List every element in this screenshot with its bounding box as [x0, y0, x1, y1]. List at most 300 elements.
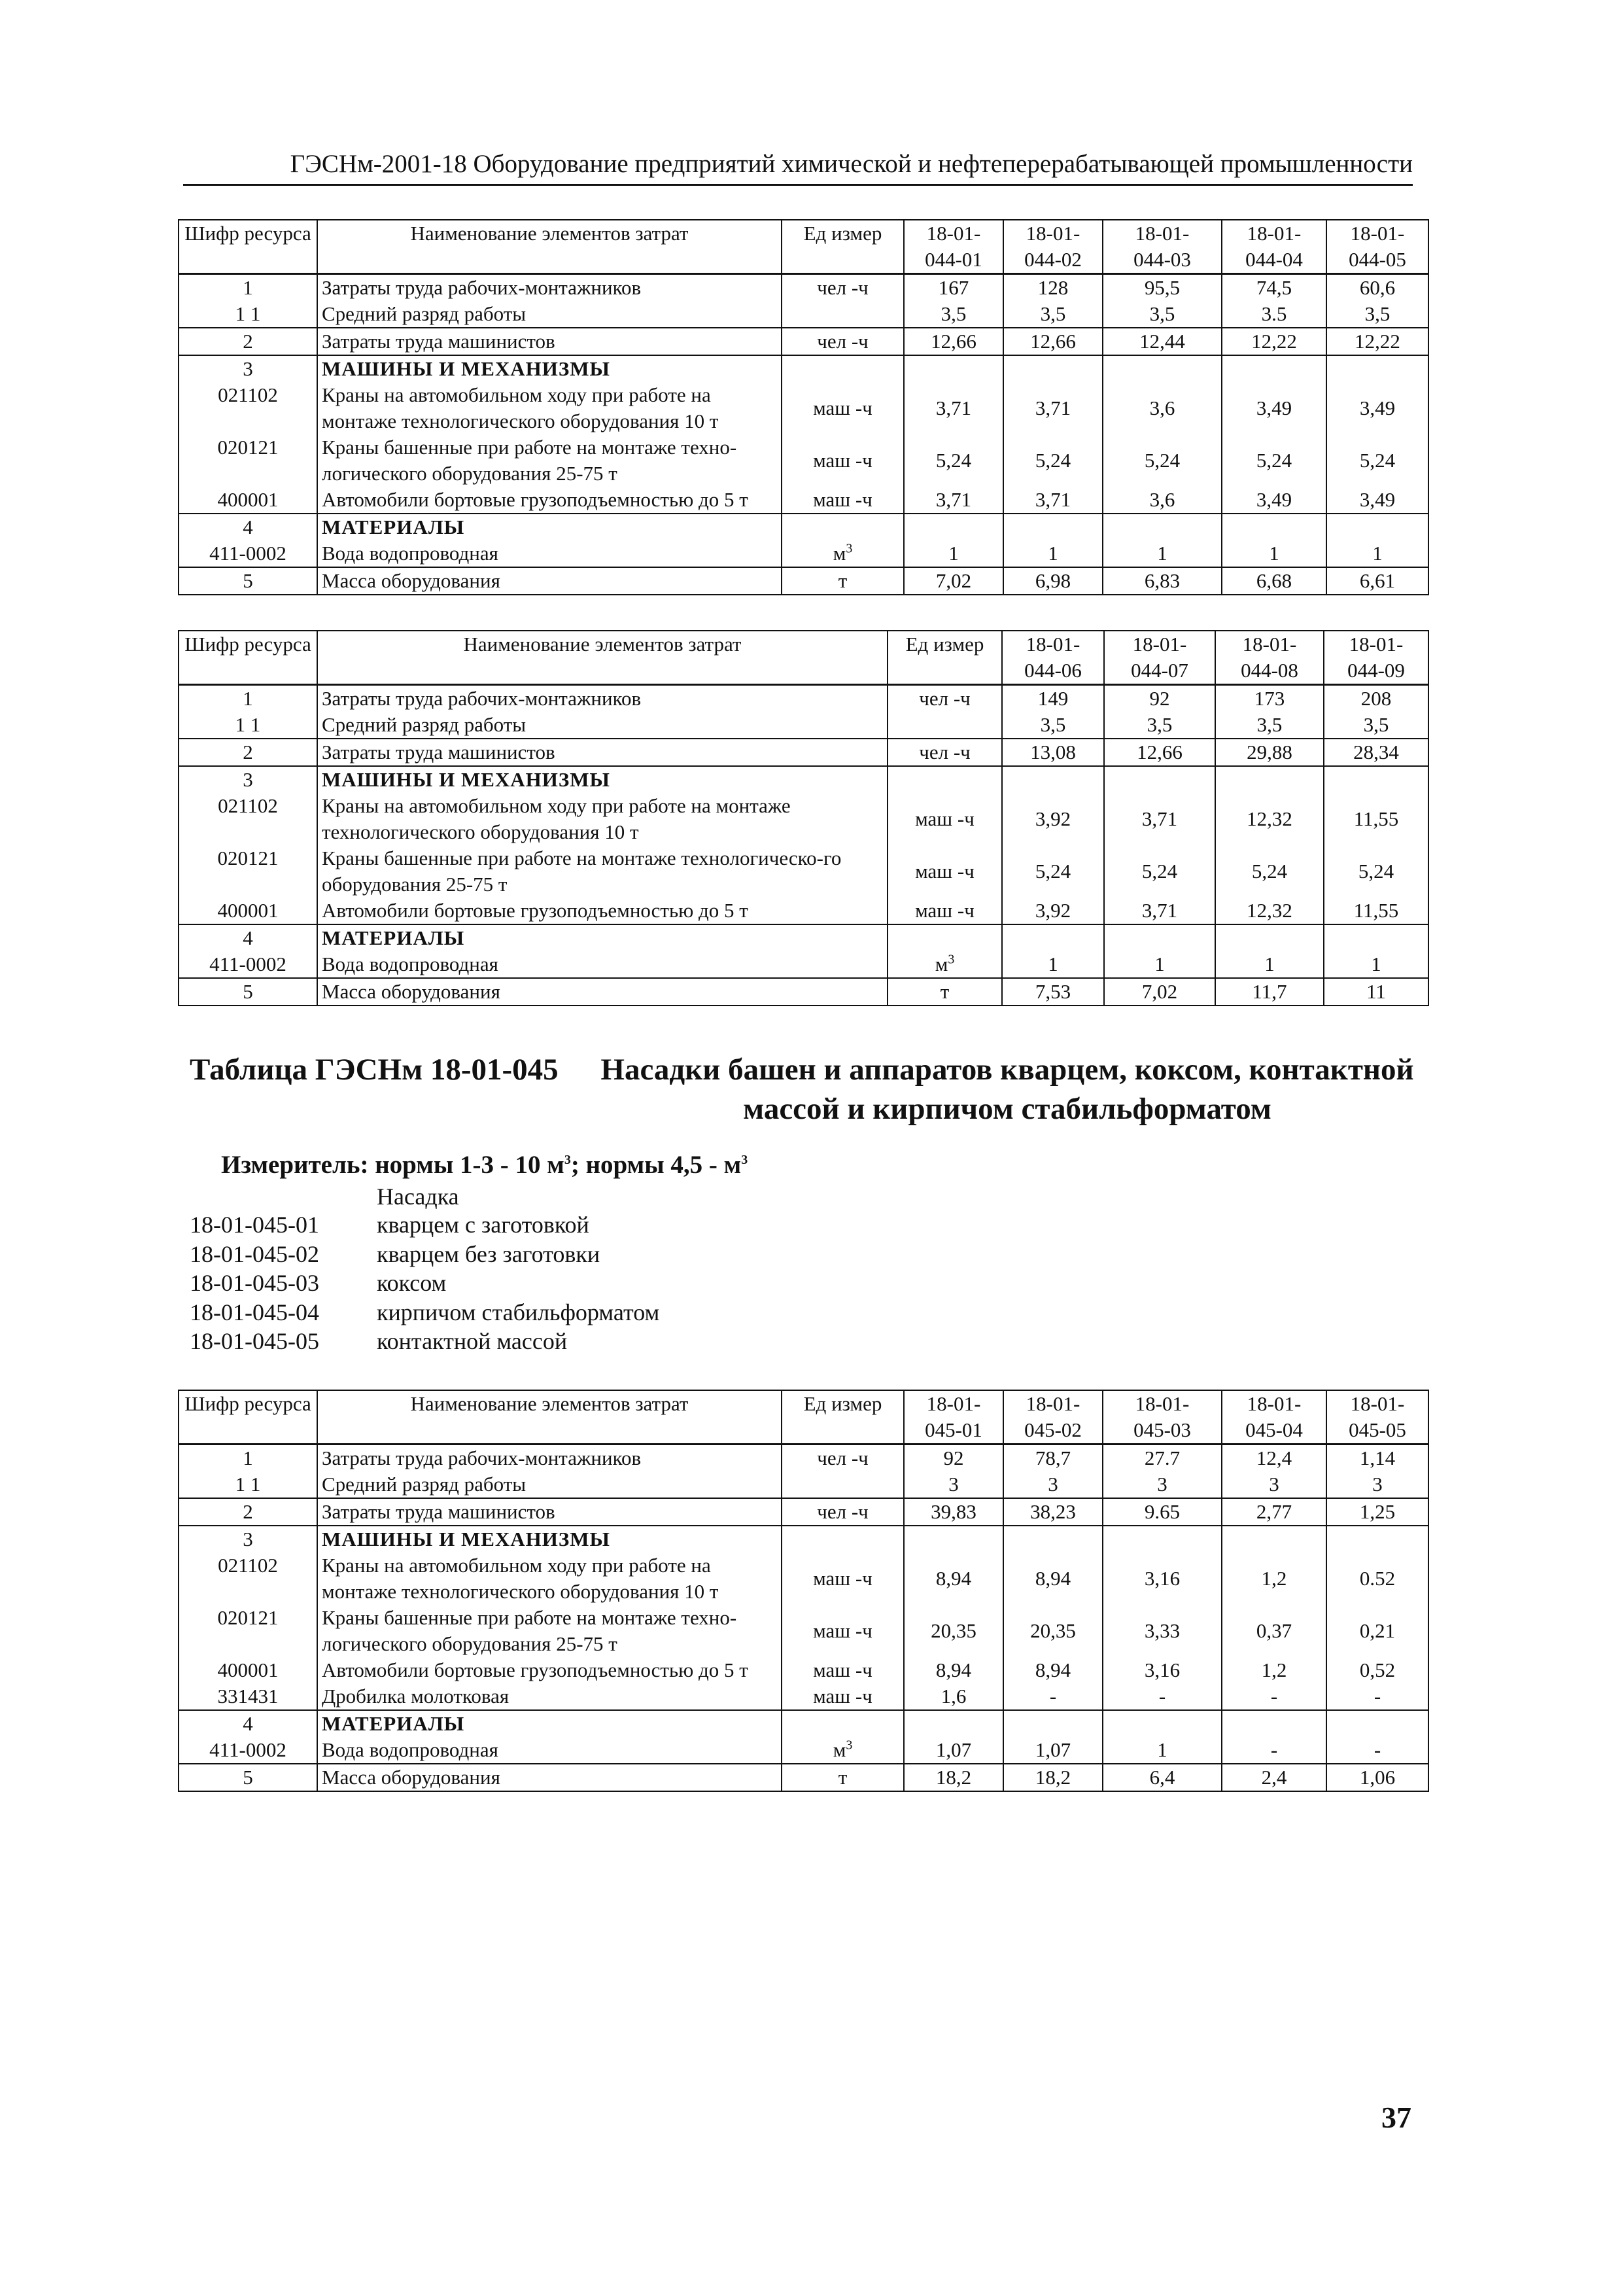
resource-name: Краны башенные при работе на монтаже техно-логического оборудования 25-75 т [317, 434, 782, 487]
resource-code: 3 [179, 355, 317, 382]
resource-name: Средний разряд работы [317, 712, 888, 739]
resource-code: 1 [179, 274, 317, 302]
norm-label: коксом [377, 1270, 447, 1296]
column-header: Шифр ресурса [179, 220, 317, 274]
unit-text: м [935, 953, 948, 975]
norm-value: 3,49 [1222, 382, 1326, 434]
resource-unit [888, 766, 1002, 793]
table-row [179, 355, 1428, 382]
norm-list-item [190, 1210, 659, 1240]
norm-value: - [1222, 1737, 1326, 1764]
norm-value: 12,66 [904, 328, 1003, 355]
norm-value [1003, 355, 1103, 382]
resource-code: 020121 [179, 1605, 317, 1657]
column-header: 18-01- 045-04 [1222, 1390, 1326, 1445]
unit-text: маш -ч [915, 899, 975, 922]
table-row [179, 1657, 1428, 1683]
norm-value: 38,23 [1003, 1498, 1103, 1526]
unit-text: маш -ч [813, 396, 872, 419]
column-header: 18-01- 044-07 [1104, 631, 1215, 685]
norm-value: 3,5 [1215, 712, 1324, 739]
norm-value: 3 [1326, 1471, 1428, 1498]
table-row [179, 567, 1428, 595]
norm-value: 1 [1104, 951, 1215, 978]
norm-value: 7,02 [904, 567, 1003, 595]
norm-value: 78,7 [1003, 1445, 1103, 1472]
resource-name: Средний разряд работы [317, 1471, 782, 1498]
resource-name: Масса оборудования [317, 978, 888, 1006]
resource-name: Затраты труда машинистов [317, 739, 888, 766]
table-row [179, 382, 1428, 434]
resource-unit [888, 712, 1002, 739]
norm-value [1104, 924, 1215, 951]
unit-text: м [833, 1738, 846, 1761]
norm-value: 29,88 [1215, 739, 1324, 766]
norm-value: 3,71 [1003, 487, 1103, 514]
column-header: 18-01- 044-04 [1222, 220, 1326, 274]
norm-value: 0,21 [1326, 1605, 1428, 1657]
norm-value [1103, 514, 1222, 540]
norm-value [1103, 1526, 1222, 1552]
norm-value [1003, 1526, 1103, 1552]
resource-name: Вода водопроводная [317, 1737, 782, 1764]
unit-text: чел -ч [817, 330, 869, 353]
norm-value: 1,14 [1326, 1445, 1428, 1472]
resource-code: 020121 [179, 845, 317, 898]
resource-code: 5 [179, 978, 317, 1006]
norm-value: 1,6 [904, 1683, 1003, 1710]
resource-name: Краны башенные при работе на монтаже технологическо-го оборудования 25-75 т [317, 845, 888, 898]
norm-value: 5,24 [1003, 434, 1103, 487]
meter-prefix: Измеритель: нормы 1-3 - 10 м [221, 1151, 564, 1179]
column-header: Наименование элементов затрат [317, 220, 782, 274]
unit-text: т [838, 1766, 848, 1789]
norm-value: 2,4 [1222, 1764, 1326, 1791]
table-row [179, 274, 1428, 302]
resource-table-045 [178, 1390, 1429, 1792]
norm-value [1215, 766, 1324, 793]
resource-code: 4 [179, 1710, 317, 1737]
resource-name: Средний разряд работы [317, 301, 782, 328]
column-header: Шифр ресурса [179, 1390, 317, 1445]
table-title-text: Насадки башен и аппаратов кварцем, коксом, контактной массой и кирпичом стабильформатом [600, 1053, 1414, 1126]
resource-name: Затраты труда рабочих-монтажников [317, 274, 782, 302]
norm-value: 3,5 [904, 301, 1003, 328]
norm-value: 1,25 [1326, 1498, 1428, 1526]
resource-unit [782, 355, 904, 382]
norm-value [1324, 924, 1428, 951]
table-title [190, 1050, 1432, 1129]
norm-value: 12,66 [1104, 739, 1215, 766]
norm-value [1003, 514, 1103, 540]
norm-value: 7,53 [1002, 978, 1104, 1006]
unit-text: маш -ч [813, 1658, 872, 1681]
resource-code: 331431 [179, 1683, 317, 1710]
resource-code: 1 1 [179, 301, 317, 328]
norm-value: 12,22 [1326, 328, 1428, 355]
norm-value: 3 [1222, 1471, 1326, 1498]
norm-value: 3,5 [1324, 712, 1428, 739]
resource-unit [782, 1445, 904, 1472]
norm-value: 3,5 [1104, 712, 1215, 739]
meter-exponent-1: 3 [564, 1153, 571, 1167]
resource-code: 2 [179, 328, 317, 355]
resource-unit [782, 514, 904, 540]
resource-name: Вода водопроводная [317, 951, 888, 978]
norm-value: 128 [1003, 274, 1103, 302]
norm-value: 3,16 [1103, 1657, 1222, 1683]
norm-value: 5,24 [1002, 845, 1104, 898]
unit-text: маш -ч [813, 1567, 872, 1590]
resource-code: 1 [179, 1445, 317, 1472]
norm-value [1104, 766, 1215, 793]
unit-text: маш -ч [915, 860, 975, 883]
resource-unit [888, 739, 1002, 766]
norm-value [1002, 924, 1104, 951]
column-header: 18-01- 044-06 [1002, 631, 1104, 685]
unit-text: чел -ч [919, 741, 971, 763]
resource-name: Затраты труда рабочих-монтажников [317, 1445, 782, 1472]
resource-name: Краны на автомобильном ходу при работе на монтаже технологического оборудования 10 т [317, 382, 782, 434]
norm-value: 3,16 [1103, 1552, 1222, 1605]
resource-code: 400001 [179, 1657, 317, 1683]
norm-list-item [190, 1327, 659, 1356]
table-row [179, 514, 1428, 540]
norm-value [1326, 355, 1428, 382]
norm-value: 5,24 [1104, 845, 1215, 898]
norm-value [1222, 355, 1326, 382]
resource-code: 1 1 [179, 1471, 317, 1498]
resource-unit [782, 1683, 904, 1710]
unit-text: маш -ч [813, 488, 872, 511]
unit-text: чел -ч [817, 1446, 869, 1469]
norm-list-item [190, 1269, 659, 1298]
unit-exponent: 3 [948, 952, 955, 967]
norm-value: 1 [1215, 951, 1324, 978]
resource-name: Вода водопроводная [317, 540, 782, 567]
norm-value: 74,5 [1222, 274, 1326, 302]
resource-code: 411-0002 [179, 1737, 317, 1764]
group-label: Насадка [377, 1183, 459, 1210]
unit-text: маш -ч [813, 449, 872, 472]
norm-value: 6,4 [1103, 1764, 1222, 1791]
resource-name: Краны на автомобильном ходу при работе на монтаже технологического оборудования 10 т [317, 793, 888, 845]
norm-value: 8,94 [1003, 1552, 1103, 1605]
table-header-row [179, 631, 1428, 685]
page-number: 37 [1381, 2101, 1411, 2134]
norm-value: 5,24 [1103, 434, 1222, 487]
norm-code: 18-01-045-05 [190, 1328, 319, 1354]
resource-code: 400001 [179, 898, 317, 924]
resource-name: Масса оборудования [317, 1764, 782, 1791]
column-header: 18-01- 044-09 [1324, 631, 1428, 685]
resource-unit [782, 567, 904, 595]
table-row [179, 487, 1428, 514]
table-row [179, 1683, 1428, 1710]
norm-value: 11,7 [1215, 978, 1324, 1006]
norm-value: 1,2 [1222, 1552, 1326, 1605]
resource-name: МАШИНЫ И МЕХАНИЗМЫ [317, 766, 888, 793]
table-row [179, 1526, 1428, 1552]
norm-value: 3,33 [1103, 1605, 1222, 1657]
resource-unit [782, 328, 904, 355]
norm-value: 92 [1104, 685, 1215, 712]
resource-unit [782, 1471, 904, 1498]
norm-value [1326, 1710, 1428, 1737]
resource-code: 3 [179, 1526, 317, 1552]
resource-name: МАТЕРИАЛЫ [317, 514, 782, 540]
norm-value: 3,5 [1326, 301, 1428, 328]
resource-unit [782, 301, 904, 328]
table-row [179, 845, 1428, 898]
norm-value: 3,71 [904, 487, 1003, 514]
resource-unit [782, 382, 904, 434]
norm-value: 12,44 [1103, 328, 1222, 355]
unit-text: т [940, 980, 950, 1003]
resource-unit [782, 1764, 904, 1791]
norm-value: 2,77 [1222, 1498, 1326, 1526]
column-header: 18-01- 044-01 [904, 220, 1003, 274]
norm-value: 5,24 [1222, 434, 1326, 487]
norm-value: 0,52 [1326, 1657, 1428, 1683]
resource-unit [782, 434, 904, 487]
norm-value: 5,24 [1326, 434, 1428, 487]
norm-list [190, 1210, 659, 1356]
norm-value [1103, 1710, 1222, 1737]
norm-value [904, 1710, 1003, 1737]
table-row [179, 951, 1428, 978]
column-header: 18-01- 045-02 [1003, 1390, 1103, 1445]
norm-value: 12,66 [1003, 328, 1103, 355]
norm-value [1222, 514, 1326, 540]
norm-list-item [190, 1240, 659, 1269]
norm-value [1002, 766, 1104, 793]
table-row [179, 924, 1428, 951]
norm-value [1326, 1526, 1428, 1552]
norm-value: 6,68 [1222, 567, 1326, 595]
unit-text: т [838, 569, 848, 592]
unit-exponent: 3 [846, 1738, 853, 1753]
norm-value: 0.52 [1326, 1552, 1428, 1605]
norm-value: 3,92 [1002, 898, 1104, 924]
table-row [179, 712, 1428, 739]
resource-name: МАШИНЫ И МЕХАНИЗМЫ [317, 355, 782, 382]
column-header: Наименование элементов затрат [317, 631, 888, 685]
resource-unit [782, 1498, 904, 1526]
norm-value: 8,94 [904, 1657, 1003, 1683]
resource-table-044-06-09 [178, 630, 1429, 1006]
resource-name: МАШИНЫ И МЕХАНИЗМЫ [317, 1526, 782, 1552]
norm-value: 60,6 [1326, 274, 1428, 302]
table-row [179, 1737, 1428, 1764]
resource-name: Затраты труда машинистов [317, 1498, 782, 1526]
resource-unit [888, 978, 1002, 1006]
column-header: 18-01- 044-03 [1103, 220, 1222, 274]
norm-value [904, 514, 1003, 540]
norm-value: 3,5 [1002, 712, 1104, 739]
norm-label: кирпичом стабильформатом [377, 1299, 660, 1325]
resource-unit [782, 1737, 904, 1764]
unit-text: чел -ч [817, 276, 869, 299]
resource-code: 5 [179, 567, 317, 595]
norm-value: 92 [904, 1445, 1003, 1472]
norm-value: 1,2 [1222, 1657, 1326, 1683]
norm-value: 12,4 [1222, 1445, 1326, 1472]
table-row [179, 766, 1428, 793]
norm-value: 11 [1324, 978, 1428, 1006]
table-row [179, 1552, 1428, 1605]
unit-text: чел -ч [919, 687, 971, 710]
resource-code: 1 1 [179, 712, 317, 739]
norm-label: контактной массой [377, 1328, 568, 1354]
norm-value: 3,71 [1003, 382, 1103, 434]
norm-value: 1 [1003, 540, 1103, 567]
resource-unit [782, 1605, 904, 1657]
resource-code: 1 [179, 685, 317, 712]
unit-text: маш -ч [915, 807, 975, 830]
resource-unit [888, 924, 1002, 951]
norm-value [1326, 514, 1428, 540]
norm-value: 1 [1326, 540, 1428, 567]
resource-unit [888, 793, 1002, 845]
resource-code: 2 [179, 1498, 317, 1526]
norm-list-item [190, 1298, 659, 1327]
resource-code: 411-0002 [179, 951, 317, 978]
norm-value: 167 [904, 274, 1003, 302]
resource-code: 411-0002 [179, 540, 317, 567]
column-header: 18-01- 044-05 [1326, 220, 1428, 274]
table-row [179, 301, 1428, 328]
norm-value: 1 [1222, 540, 1326, 567]
table-row [179, 793, 1428, 845]
resource-name: Краны на автомобильном ходу при работе на монтаже технологического оборудования 10 т [317, 1552, 782, 1605]
norm-value: 18,2 [904, 1764, 1003, 1791]
norm-value: 6,83 [1103, 567, 1222, 595]
resource-name: МАТЕРИАЛЫ [317, 924, 888, 951]
norm-value: 3 [904, 1471, 1003, 1498]
norm-value: 3,49 [1326, 487, 1428, 514]
norm-value: 39,83 [904, 1498, 1003, 1526]
norm-value: 5,24 [904, 434, 1003, 487]
norm-label: кварцем без заготовки [377, 1240, 600, 1267]
norm-value: 27.7 [1103, 1445, 1222, 1472]
column-header: 18-01- 044-08 [1215, 631, 1324, 685]
table-row [179, 1498, 1428, 1526]
norm-value: 173 [1215, 685, 1324, 712]
column-header: Шифр ресурса [179, 631, 317, 685]
norm-value: 3,71 [904, 382, 1003, 434]
resource-name: Затраты труда машинистов [317, 328, 782, 355]
resource-code: 021102 [179, 382, 317, 434]
resource-code: 4 [179, 514, 317, 540]
resource-name: Автомобили бортовые грузоподъемностью до 5 т [317, 1657, 782, 1683]
norm-value: 1,06 [1326, 1764, 1428, 1791]
norm-code: 18-01-045-02 [190, 1240, 319, 1267]
norm-value [1003, 1710, 1103, 1737]
resource-name: Дробилка молотковая [317, 1683, 782, 1710]
resource-unit [782, 274, 904, 302]
column-header: 18-01- 044-02 [1003, 220, 1103, 274]
resource-name: Затраты труда рабочих-монтажников [317, 685, 888, 712]
norm-value: 6,98 [1003, 567, 1103, 595]
norm-value: 3,5 [1003, 301, 1103, 328]
norm-value: 3,49 [1326, 382, 1428, 434]
resource-name: Масса оборудования [317, 567, 782, 595]
norm-value: 8,94 [1003, 1657, 1103, 1683]
table-header-row [179, 1390, 1428, 1445]
resource-unit [782, 1710, 904, 1737]
norm-code: 18-01-045-01 [190, 1212, 319, 1238]
table-row [179, 898, 1428, 924]
column-header: 18-01- 045-01 [904, 1390, 1003, 1445]
resource-name: МАТЕРИАЛЫ [317, 1710, 782, 1737]
norm-value: 1 [1324, 951, 1428, 978]
norm-value: 3,6 [1103, 382, 1222, 434]
norm-value [904, 355, 1003, 382]
table-row [179, 685, 1428, 712]
norm-value: 18,2 [1003, 1764, 1103, 1791]
norm-value: 95,5 [1103, 274, 1222, 302]
unit-exponent: 3 [846, 541, 853, 556]
norm-value [1215, 924, 1324, 951]
resource-name: Краны башенные при работе на монтаже техно-логического оборудования 25-75 т [317, 1605, 782, 1657]
resource-code: 400001 [179, 487, 317, 514]
table-number: Таблица ГЭСНм 18-01-045 [190, 1053, 559, 1087]
resource-code: 3 [179, 766, 317, 793]
resource-code: 020121 [179, 434, 317, 487]
norm-value: - [1103, 1683, 1222, 1710]
norm-value: 3,6 [1103, 487, 1222, 514]
norm-value: 12,22 [1222, 328, 1326, 355]
norm-value: 13,08 [1002, 739, 1104, 766]
resource-code: 021102 [179, 793, 317, 845]
resource-unit [782, 1552, 904, 1605]
unit-text: маш -ч [813, 1619, 872, 1642]
column-header: 18-01- 045-03 [1103, 1390, 1222, 1445]
norm-value: - [1222, 1683, 1326, 1710]
norm-value: 5,24 [1324, 845, 1428, 898]
norm-value: 1 [1103, 540, 1222, 567]
norm-value [904, 1526, 1003, 1552]
table-row [179, 1764, 1428, 1791]
resource-code: 2 [179, 739, 317, 766]
page-header: ГЭСНм-2001-18 Оборудование предприятий химической и нефтеперерабатывающей промышленности [183, 149, 1413, 186]
norm-value [1222, 1526, 1326, 1552]
unit-text: м [833, 542, 846, 565]
norm-value: 208 [1324, 685, 1428, 712]
table-row [179, 1710, 1428, 1737]
norm-value: 6,61 [1326, 567, 1428, 595]
norm-value: 3.5 [1222, 301, 1326, 328]
norm-value [1324, 766, 1428, 793]
table-row [179, 1445, 1428, 1472]
resource-unit [888, 685, 1002, 712]
norm-value: 20,35 [1003, 1605, 1103, 1657]
norm-value [1222, 1710, 1326, 1737]
norm-value: 12,32 [1215, 793, 1324, 845]
resource-unit [782, 1526, 904, 1552]
norm-value: 0,37 [1222, 1605, 1326, 1657]
norm-value: 149 [1002, 685, 1104, 712]
resource-unit [888, 951, 1002, 978]
norm-value: 28,34 [1324, 739, 1428, 766]
table-row [179, 434, 1428, 487]
resource-unit [888, 898, 1002, 924]
resource-unit [888, 845, 1002, 898]
resource-code: 021102 [179, 1552, 317, 1605]
norm-value: 3,5 [1103, 301, 1222, 328]
norm-value: 12,32 [1215, 898, 1324, 924]
